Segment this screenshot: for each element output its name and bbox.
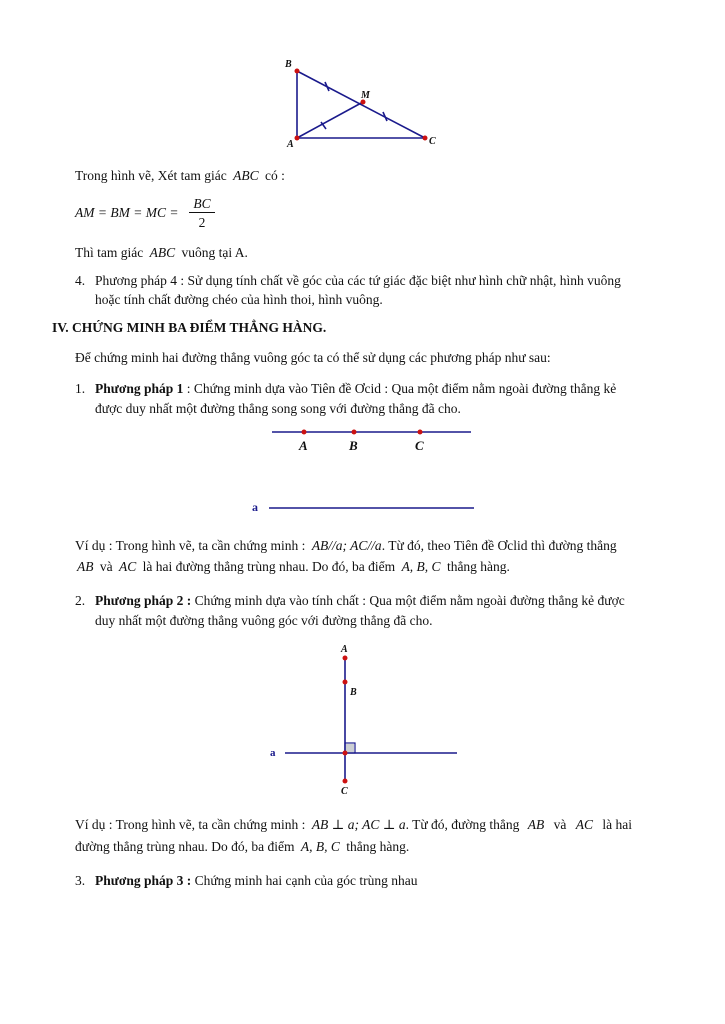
triangle-figure — [280, 55, 450, 155]
math-parallel: AB//a; AC//a — [311, 538, 382, 553]
method-1-title: Phương pháp 1 — [95, 381, 184, 396]
item-4-line2: hoặc tính chất đường chéo của hình thoi, hình vuông. — [95, 292, 383, 307]
fig3-label-b: B — [350, 687, 357, 698]
paragraph-conclusion: Thì tam giác ABC vuông tại A. — [75, 245, 248, 260]
method-2-number: 2. — [75, 593, 86, 608]
fig3-label-c: C — [341, 786, 348, 797]
fig1-label-c: C — [429, 136, 436, 147]
formula-fraction: $\frac{BC}{2}$ — [189, 195, 215, 232]
method-3-number: 3. — [75, 873, 86, 888]
example-2-line1: Ví dụ : Trong hình vẽ, ta cần chứng minh : AB ⊥ a; AC ⊥ a. Từ đó, đường thẳng AB và AC là hai — [75, 817, 632, 832]
perpendicular-lines-figure — [265, 640, 465, 800]
fig3-label-line: a — [270, 747, 276, 759]
parallel-lines-figure — [240, 420, 485, 520]
math-perpendicular: AB ⊥ a; AC ⊥ a — [311, 817, 406, 832]
example-2-line2: đường thẳng trùng nhau. Do đó, ba điểm A, B, C thẳng hàng. — [75, 839, 410, 854]
section-heading: IV. CHỨNG MINH BA ĐIỂM THẲNG HÀNG. — [52, 320, 327, 335]
example-1-line2: AB và AC là hai đường thẳng trùng nhau. Do đó, ba điểm A, B, C thẳng hàng. — [77, 559, 510, 574]
fig2-label-line: a — [252, 500, 258, 514]
intro-text: Để chứng minh hai đường thẳng vuông góc ta có thể sử dụng các phương pháp như sau: — [75, 350, 551, 365]
item-4-number: 4. — [75, 273, 86, 288]
method-1-line1: Phương pháp 1 : Chứng minh dựa vào Tiên đề Ơcid : Qua một điểm nằm ngoài đường thẳng kẻ — [95, 381, 617, 396]
paragraph-triangle: Trong hình vẽ, Xét tam giác ABC có : — [75, 168, 285, 183]
method-3-line: Phương pháp 3 : Chứng minh hai cạnh của góc trùng nhau — [95, 873, 418, 888]
formula-lhs: AM = BM = MC = — [75, 205, 179, 220]
method-1-line2: được duy nhất một đường thẳng song song với đường thẳng đã cho. — [95, 401, 461, 416]
method-2-line2: duy nhất một đường thẳng vuông góc với đường thẳng đã cho. — [95, 613, 433, 628]
math-abc-2: ABC — [149, 245, 176, 260]
fig2-label-b: B — [349, 438, 358, 453]
fig2-label-a: A — [299, 438, 308, 453]
method-1-number: 1. — [75, 381, 86, 396]
item-4-line1: Phương pháp 4 : Sử dụng tính chất về góc của các tứ giác đặc biệt như hình chữ nhật, hình vuông — [95, 273, 621, 288]
method-2-line1: Phương pháp 2 : Chứng minh dựa vào tính chất : Qua một điểm nằm ngoài đường thẳng kẻ được — [95, 593, 625, 608]
fig1-label-m: M — [361, 90, 370, 101]
fig3-label-a: A — [341, 644, 348, 655]
math-abc: ABC — [233, 168, 259, 183]
method-2-title: Phương pháp 2 : — [95, 593, 192, 608]
fig1-label-a: A — [287, 139, 294, 150]
fig1-label-b: B — [285, 59, 292, 70]
method-3-title: Phương pháp 3 : — [95, 873, 192, 888]
example-1-line1: Ví dụ : Trong hình vẽ, ta cần chứng minh : AB//a; AC//a. Từ đó, theo Tiên đề Ơclid thì đường thẳng — [75, 538, 617, 553]
fig2-label-c: C — [415, 438, 424, 453]
